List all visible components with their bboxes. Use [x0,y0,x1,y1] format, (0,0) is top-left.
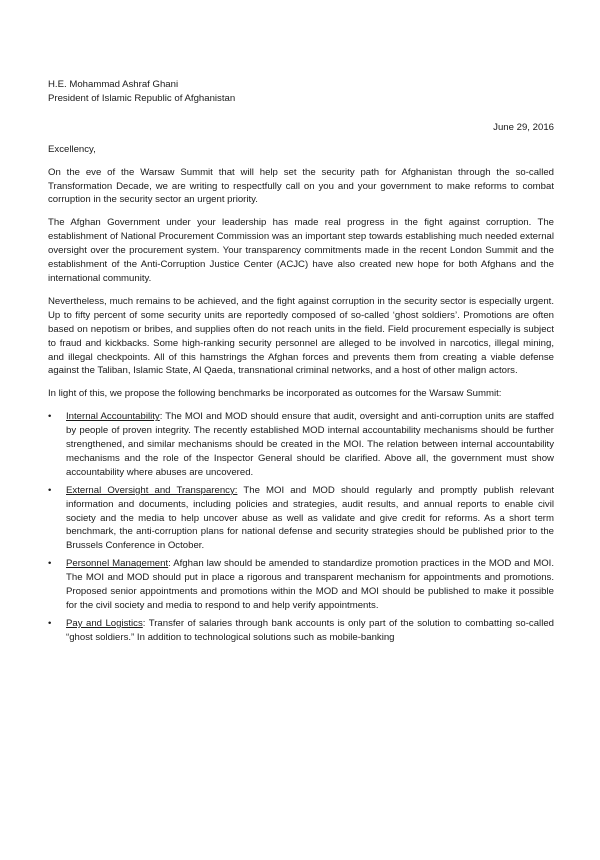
benchmark-external-oversight [48,484,554,554]
benchmark-heading: Internal Accountability [66,411,160,423]
benchmark-personnel-management [48,557,554,613]
paragraph-intro: On the eve of the Warsaw Summit that will help set the security path for Afghanistan through the so-called Transformation Decade, we are writing to respectfully call on you and your government to make reforms to combat corruption in the security sector an urgent priority. [48,166,554,206]
letter-date: June 29, 2016 [493,121,554,133]
benchmark-text: : Afghan law should be amended to standardize promotion practices in the MOD and MOI. The MOI and MOD should put in place a rigorous and transparent mechanism for appointments and promotions. Proposed senior appointments and promotions within the MOD and MOI should be published to make it possible for the civil society and media to respond to and help verify appointments. [66,558,554,611]
bullet-icon: • [48,617,52,629]
benchmark-text: : The MOI and MOD should ensure that audit, oversight and anti-corruption units are staffed by people of proven integrity. The recently established MOD internal accountability mechanisms should be further strengthened, and similar mechanisms should be created in the MOI. The relation between internal accountability mechanisms and the role of the Inspector General should be clarified. Above all, the government must show accountability where abuses are uncovered. [66,411,554,478]
benchmark-text: The MOI and MOD should regularly and promptly publish relevant information and documents, including policies and strategies, audit results, and annual reports to enable civil society and the media to help uncover abuse as well as validate and give credit for reforms. As a short term benchmark, the anti-corruption plans for national defense and security strategies should be published prior to the Brussels Conference in October. [66,484,554,552]
benchmark-heading: Pay and Logistics [66,617,143,629]
benchmark-list [48,410,554,645]
paragraph-progress: The Afghan Government under your leadership has made real progress in the fight against corruption. The establishment of National Procurement Commission was an important step towards establishing much needed external oversight over the procurement system. Your transparency commitments made in the recent London Summit and the establishment of the Anti-Corruption Justice Center (ACJC) have also created new hope for both Afghans and the international community. [48,217,554,284]
benchmark-pay-logistics [48,617,554,645]
salutation: Excellency, [48,143,96,155]
recipient-title: President of Islamic Republic of Afghanistan [48,92,236,104]
recipient-name: H.E. Mohammad Ashraf Ghani [48,79,179,90]
bullet-icon: • [48,558,52,570]
benchmark-heading: Personnel Management [66,558,169,570]
paragraph-urgency: Nevertheless, much remains to be achieved, and the fight against corruption in the security sector is especially urgent. Up to fifty percent of some security units are reportedly composed of so-called ‘ghost soldiers’. Promotions are often based on nepotism or bribes, and supplies often do not reach units in the field. Field procurement especially is subject to fraud and kickbacks. Some high-ranking security personnel are alleged to be involved in narcotics, illegal mining, and illegal checkpoints. All of this hamstrings the Afghan forces and prevents them from creating a viable defense against the Taliban, Islamic State, Al Qaeda, transnational criminal networks, and a host of other malign actors. [48,295,554,377]
letter-page [48,78,554,649]
recipient-block [48,78,554,106]
benchmark-internal-accountability [48,410,554,480]
bullet-icon: • [48,411,52,423]
paragraph-benchmarks-intro: In light of this, we propose the following benchmarks be incorporated as outcomes for the Warsaw Summit: [48,388,502,400]
benchmark-text: : Transfer of salaries through bank accounts is only part of the solution to combatting so-called “ghost soldiers.” In addition to technological solutions such as mobile-banking [66,617,554,643]
benchmark-heading: External Oversight and Transparency: [66,484,238,496]
bullet-icon: • [48,484,52,496]
